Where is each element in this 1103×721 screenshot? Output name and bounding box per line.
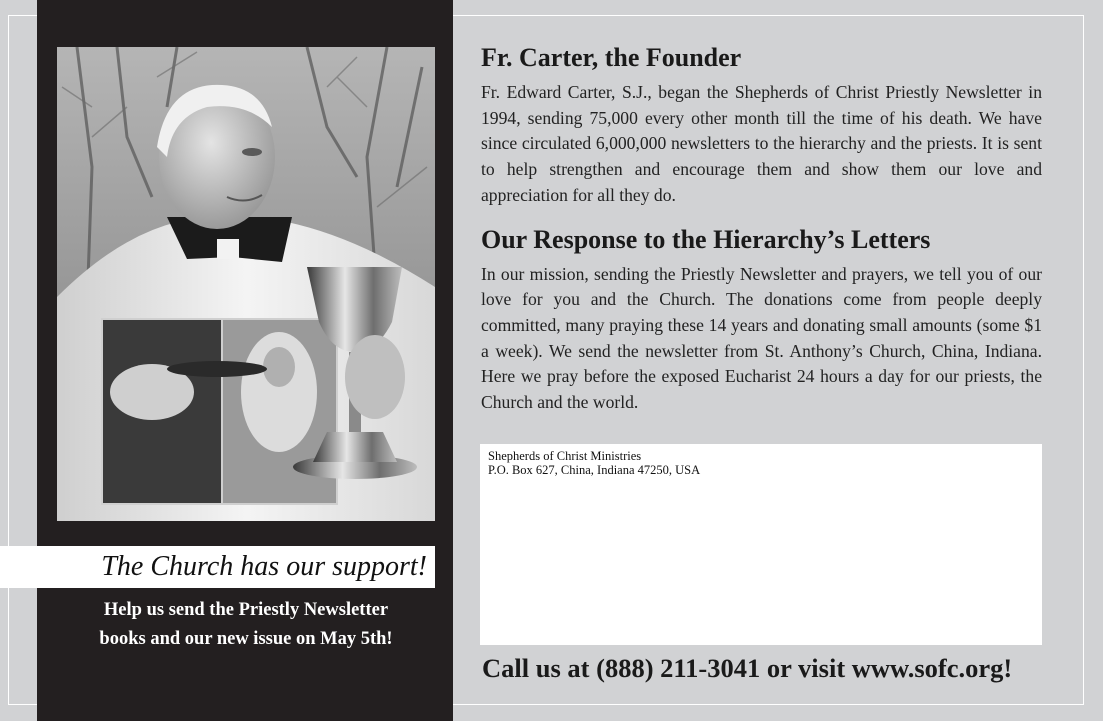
founder-paragraph: Fr. Edward Carter, S.J., began the Shepherds of Christ Priestly Newsletter in 1994, sending 75,000 every other month till the time of his death. We have since circulated 6,000,000 newsletters to the hierarchy and the priests. It is sent to help strengthen and encourage them and show them our love and appreciation for all they do. <box>481 82 1042 205</box>
article <box>481 40 1042 416</box>
call-to-action: Call us at (888) 211-3041 or visit www.sofc.org! <box>482 653 1013 683</box>
response-heading: Our Response to the Hierarchy’s Letters <box>481 224 931 254</box>
priest-photo <box>57 47 435 521</box>
founder-heading: Fr. Carter, the Founder <box>481 43 742 72</box>
appeal-line-1: Help us send the Priestly Newsletter <box>103 600 389 620</box>
appeal-line-2: books and our new issue on May 5th! <box>99 629 393 649</box>
address-line-1: Shepherds of Christ Ministries <box>488 449 642 463</box>
response-paragraph: In our mission, sending the Priestly Newsletter and prayers, we tell you of our love for you and the Church. The donations come from people deeply committed, many praying these 14 years and donating small amounts (some $1 a week). We send the newsletter from St. Anthony’s Church, China, Indiana. Here we pray before the exposed Eucharist 24 hours a day for our priests, the Church and the world. <box>481 263 1042 413</box>
return-address <box>488 449 700 477</box>
tagline: The Church has our support! <box>101 551 427 582</box>
address-box <box>480 444 1042 645</box>
appeal-text <box>48 596 444 654</box>
address-line-2: P.O. Box 627, China, Indiana 47250, USA <box>488 463 701 477</box>
